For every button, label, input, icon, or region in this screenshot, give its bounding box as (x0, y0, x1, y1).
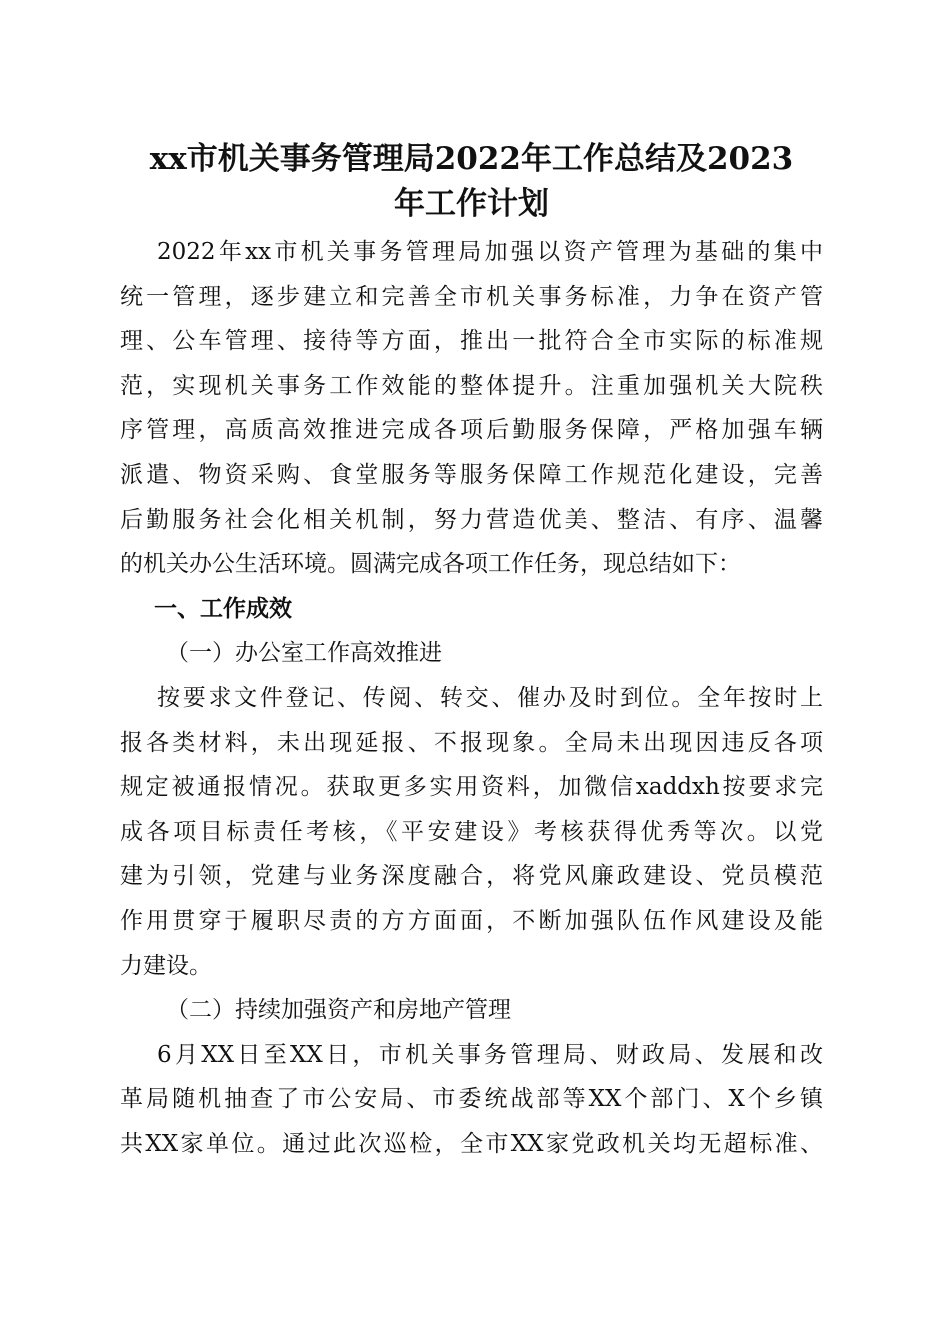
text-line: 理、公车管理、接待等方面，推出一批符合全市实际的标准规 (120, 328, 823, 355)
paragraph (120, 1033, 823, 1167)
title-line: xx市机关事务管理局2022年工作总结及2023 (149, 141, 794, 177)
text-line: 的机关办公生活环境。圆满完成各项工作任务，现总结如下： (120, 551, 741, 578)
text-line: 派遣、物资采购、食堂服务等服务保障工作规范化建设，完善 (120, 461, 823, 488)
text-line: 后勤服务社会化相关机制，努力营造优美、整洁、有序、温馨 (120, 506, 823, 533)
text-line: 成各项目标责任考核，《平安建设》考核获得优秀等次。以党 (120, 818, 823, 845)
subsection-heading (120, 631, 823, 676)
text-line: 作用贯穿于履职尽责的方方面面，不断加强队伍作风建设及能 (120, 907, 823, 934)
text-line: 共XX家单位。通过此次巡检，全市XX家党政机关均无超标准、 (120, 1130, 823, 1157)
paragraph (120, 230, 823, 587)
subsection-heading (120, 988, 823, 1033)
document-title (120, 137, 823, 227)
text-line: 一、工作成效 (154, 594, 292, 622)
text-line: 革局随机抽查了市公安局、市委统战部等XX个部门、X个乡镇 (120, 1086, 823, 1113)
text-line: 报各类材料，未出现延报、不报现象。全局未出现因违反各项 (120, 729, 823, 756)
paragraph (120, 676, 823, 988)
text-line: 序管理，高质高效推进完成各项后勤服务保障，严格加强车辆 (120, 417, 823, 444)
section-heading (120, 587, 823, 632)
text-line: 按要求文件登记、传阅、转交、催办及时到位。全年按时上 (157, 684, 823, 711)
document-body (120, 230, 823, 1166)
text-line: 力建设。 (120, 952, 212, 979)
text-line: 建为引领，党建与业务深度融合，将党风廉政建设、党员模范 (120, 863, 823, 890)
text-line: （一）办公室工作高效推进 (166, 640, 442, 667)
text-line: （二）持续加强资产和房地产管理 (166, 997, 511, 1024)
text-line: 统一管理，逐步建立和完善全市机关事务标准，力争在资产管 (120, 283, 823, 310)
text-line: 范，实现机关事务工作效能的整体提升。注重加强机关大院秩 (120, 372, 823, 399)
title-line: 年工作计划 (394, 186, 549, 222)
text-line: 6月XX日至XX日，市机关事务管理局、财政局、发展和改 (157, 1041, 823, 1068)
text-line: 2022年xx市机关事务管理局加强以资产管理为基础的集中 (157, 239, 823, 265)
text-line: 规定被通报情况。获取更多实用资料，加微信xaddxh按要求完 (120, 774, 823, 801)
document-page (120, 137, 823, 1166)
